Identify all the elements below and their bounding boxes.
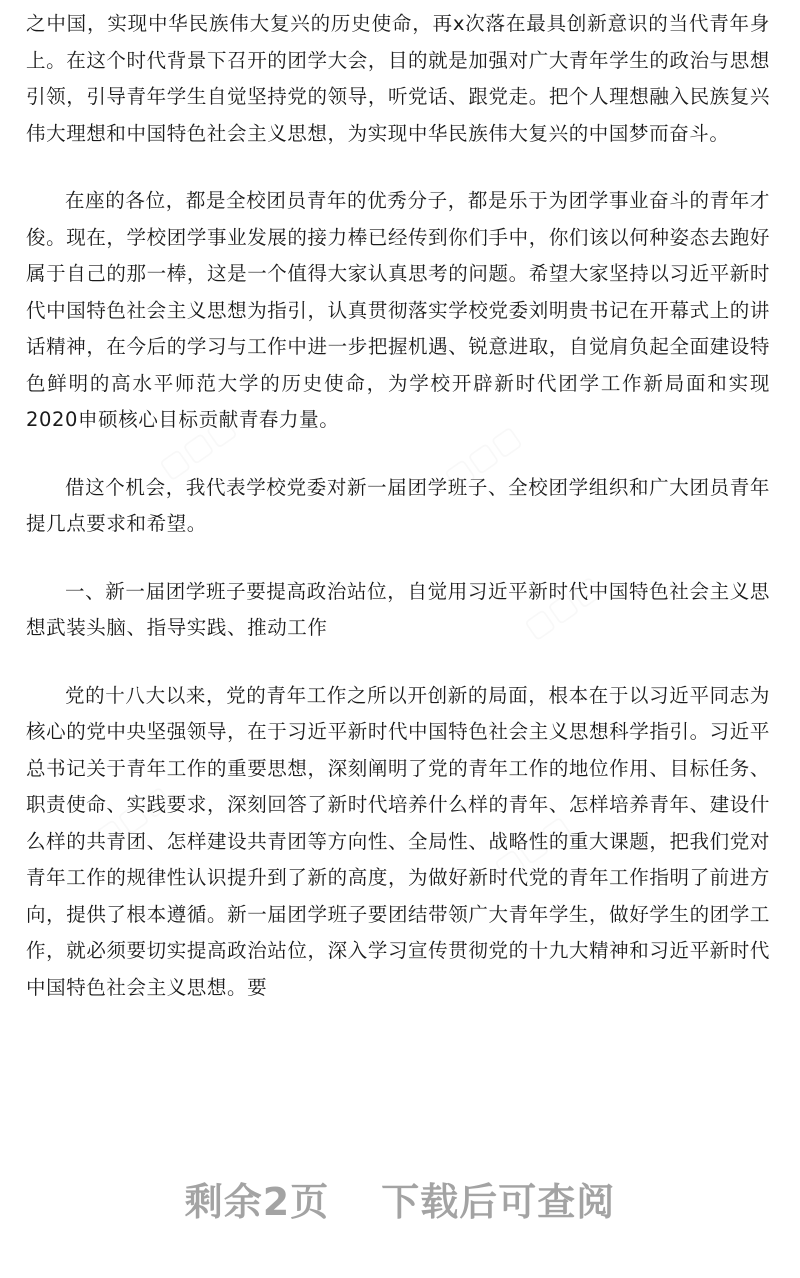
download-to-view-label: 下载后可查阅 xyxy=(381,1180,616,1224)
watermark-mark: ▢▢▢ xyxy=(152,408,243,487)
paragraph-1: 之中国，实现中华民族伟大复兴的历史使命，再x次落在最具创新意识的当代青年身上。在这个时代背景下召开的团学大会，目的就是加强对广大青年学生的政治与思想引领，引导青年学生自觉坚持党的领导，听党话、跟党走。把个人理想融入民族复兴伟大理想和中国特色社会主义思想，为实现中华民族伟大复兴的中国梦而奋斗。 xyxy=(26,12,770,145)
remaining-pages-label: 剩余2页 xyxy=(184,1180,330,1224)
paragraph-4: 党的十八大以来，党的青年工作之所以开创新的局面，根本在于以习近平同志为核心的党中央坚强领导，在于习近平新时代中国特色社会主义思想科学指引。习近平总书记关于青年工作的重要思想，深刻阐明了党的青年工作的地位作用、目标任务、职责使命、实践要求，深刻回答了新时代培养什么样的青年、怎样培养青年、建设什么样的共青团、怎样建设共青团等方向性、全局性、战略性的重大课题，把我们党对青年工作的规律性认识提升到了新的高度，为做好新时代党的青年工作指明了前进方向，提供了根本遵循。新一届团学班子要团结带领广大青年学生，做好学生的团学工作，就必须要切实提高政治站位，深入学习宣传贯彻党的十九大精神和习近平新时代中国特色社会主义思想。要 xyxy=(26,683,770,999)
paragraph-2: 在座的各位，都是全校团员青年的优秀分子，都是乐于为团学事业奋斗的青年才俊。现在，学校团学事业发展的接力棒已经传到你们手中，你们该以何种姿态去跑好属于自己的那一棒，这是一个值得大家认真思考的问题。希望大家坚持以习近平新时代中国特色社会主义思想为指引，认真贯彻落实学校党委刘明贵书记在开幕式上的讲话精神，在今后的学习与工作中进一步把握机遇、锐意进取，自觉肩负起全面建设特色鲜明的高水平师范大学的历史使命，为学校开辟新时代团学工作新局面和实现2020申硕核心目标贡献青春力量。 xyxy=(26,189,770,431)
watermark-mark: ▢▢▢ xyxy=(487,808,578,887)
watermark-mark: ▢▢▢ xyxy=(87,778,178,857)
watermark-mark: ▢▢▢ xyxy=(437,418,528,497)
paragraph-3: 借这个机会，我代表学校党委对新一届团学班子、全校团学组织和广大团员青年提几点要求和希望。 xyxy=(26,475,770,535)
document-body xyxy=(26,6,770,1006)
download-prompt[interactable] xyxy=(0,1172,800,1232)
watermark-mark: ▢▢▢ xyxy=(517,568,608,647)
section-heading-1: 一、新一届团学班子要提高政治站位，自觉用习近平新时代中国特色社会主义思想武装头脑、指导实践、推动工作 xyxy=(26,579,770,639)
